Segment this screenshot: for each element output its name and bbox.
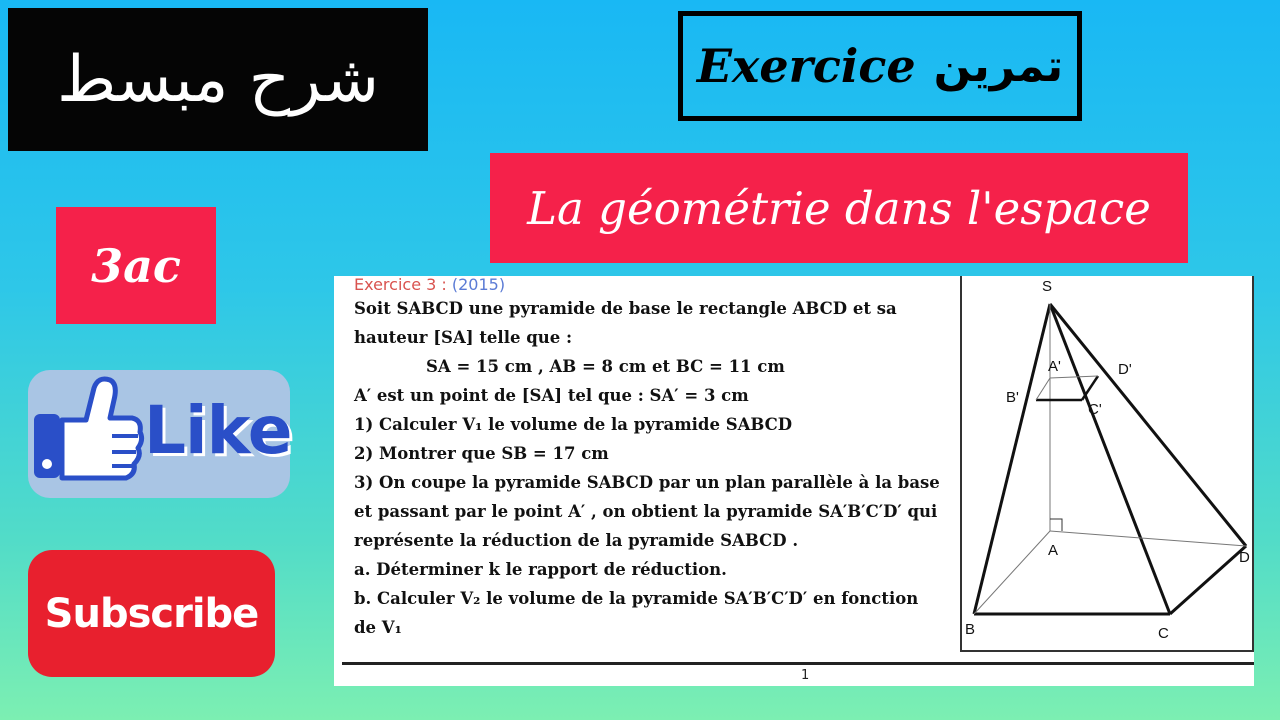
exercise-title-box [678,11,1082,121]
page-number: 1 [801,668,810,683]
label-d: D [1239,549,1250,566]
exercise-line: 3) On coupe la pyramide SABCD par un plan parallèle à la base [354,473,940,492]
label-a-prime: A' [1048,358,1061,375]
pyramid-figure [962,276,1252,650]
thumbs-up-icon [28,370,148,498]
exercise-heading-separator: : [436,276,452,294]
exercise-line: A′ est un point de [SA] tel que : SA′ = 3 cm [354,386,749,405]
label-c-prime: C' [1088,401,1102,418]
like-badge[interactable] [28,370,290,498]
label-s: S [1042,278,1053,295]
exercise-label-ar: تمرين [933,40,1064,92]
exercise-heading-title: Exercice 3 [354,276,437,294]
document-divider [342,662,1254,665]
exercise-document [334,276,1254,686]
subscribe-badge[interactable] [28,550,275,677]
topic-banner [490,153,1188,263]
exercise-heading [354,276,954,294]
level-text: 3ac [91,238,181,293]
exercise-line: et passant par le point A′ , on obtient la pyramide SA′B′C′D′ qui [354,502,938,521]
exercise-line: représente la réduction de la pyramide SABCD . [354,531,799,550]
exercise-line: 1) Calculer V₁ le volume de la pyramide SABCD [354,415,793,434]
pyramid-figure-frame [960,276,1254,652]
exercise-line: hauteur [SA] telle que : [354,328,573,347]
exercise-label-fr: Exercice [696,39,916,93]
topic-text: La géométrie dans l'espace [527,181,1151,235]
arabic-title-text: شرح مبسط [56,42,380,117]
exercise-line: b. Calculer V₂ le volume de la pyramide SA′B′C′D′ en fonction [354,589,919,608]
exercise-text [354,276,954,642]
exercise-line: SA = 15 cm , AB = 8 cm et BC = 11 cm [426,357,785,376]
exercise-heading-year: (2015) [451,276,506,294]
level-badge [56,207,216,324]
arabic-title-badge [8,8,428,151]
like-text: Like [144,392,292,469]
exercise-line: de V₁ [354,618,402,637]
label-b-prime: B' [1006,389,1019,406]
exercise-line: Soit SABCD une pyramide de base le rectangle ABCD et sa [354,299,897,318]
exercise-line: a. Déterminer k le rapport de réduction. [354,560,727,579]
label-a: A [1048,542,1059,559]
label-d-prime: D' [1118,361,1132,378]
subscribe-text: Subscribe [44,590,259,637]
label-c: C [1158,625,1169,642]
label-b: B [965,621,976,638]
exercise-line: 2) Montrer que SB = 17 cm [354,444,609,463]
